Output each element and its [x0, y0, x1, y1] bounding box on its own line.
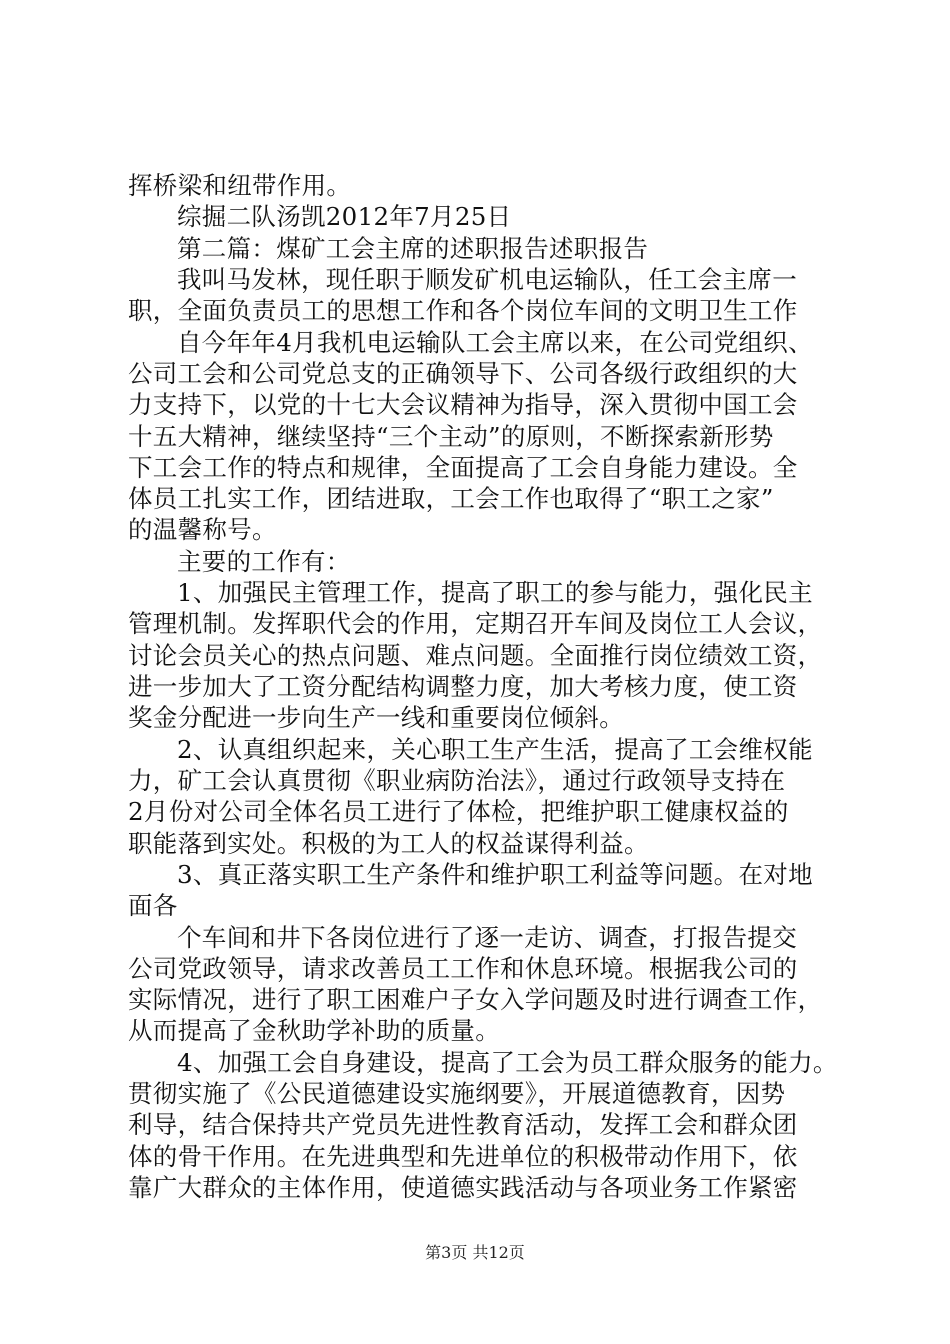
text-line: 进一步加大了工资分配结构调整力度，加大考核力度，使工资 [128, 672, 798, 701]
page-number-footer: 第3页 共12页 [425, 1243, 525, 1262]
text-line: 奖金分配进一步向生产一线和重要岗位倾斜。 [128, 703, 624, 732]
text-line: 力支持下，以党的十七大会议精神为指导，深入贯彻中国工会 [128, 390, 798, 419]
text-line: 体员工扎实工作，团结进取，工会工作也取得了“职工之家” [128, 484, 774, 513]
text-line: 挥桥梁和纽带作用。 [128, 171, 352, 200]
text-line: 利导，结合保持共产党员先进性教育活动，发挥工会和群众团 [128, 1110, 798, 1139]
text-line: 主要的工作有： [177, 547, 351, 576]
text-line: 第二篇：煤矿工会主席的述职报告述职报告 [177, 234, 649, 263]
text-line: 贯彻实施了《公民道德建设实施纲要》，开展道德教育，因势 [128, 1079, 786, 1108]
text-line: 从而提高了金秋助学补助的质量。 [128, 1016, 500, 1045]
text-line: 下工会工作的特点和规律，全面提高了工会自身能力建设。全 [128, 453, 798, 482]
text-line: 十五大精神，继续坚持“三个主动”的原则，不断探索新形势 [128, 422, 774, 451]
text-line: 的温馨称号。 [128, 515, 277, 544]
text-line: 公司党政领导，请求改善员工工作和休息环境。根据我公司的 [128, 954, 798, 983]
text-line: 靠广大群众的主体作用，使道德实践活动与各项业务工作紧密 [128, 1173, 798, 1202]
text-line: 4、加强工会自身建设，提高了工会为员工群众服务的能力。 [177, 1048, 838, 1077]
text-line: 自今年年4月我机电运输队工会主席以来，在公司党组织、 [177, 328, 813, 357]
text-line: 管理机制。发挥职代会的作用，定期召开车间及岗位工人会议， [128, 609, 823, 638]
text-line: 我叫马发林，现任职于顺发矿机电运输队，任工会主席一 [177, 265, 797, 294]
text-line: 职能落到实处。积极的为工人的权益谋得利益。 [128, 829, 649, 858]
text-line: 1、加强民主管理工作，提高了职工的参与能力，强化民主 [177, 578, 813, 607]
text-line: 面各 [128, 891, 178, 920]
text-line: 综掘二队汤凯2012年7月25日 [177, 202, 512, 231]
text-line: 个车间和井下各岗位进行了逐一走访、调查，打报告提交 [177, 923, 797, 952]
text-line: 2、认真组织起来，关心职工生产生活，提高了工会维权能 [177, 735, 813, 764]
text-line: 3、真正落实职工生产条件和维护职工利益等问题。在对地 [177, 860, 813, 889]
text-line: 讨论会员关心的热点问题、难点问题。全面推行岗位绩效工资， [128, 641, 823, 670]
text-line: 实际情况，进行了职工困难户子女入学问题及时进行调查工作， [128, 985, 823, 1014]
text-line: 力，矿工会认真贯彻《职业病防治法》，通过行政领导支持在 [128, 766, 786, 795]
text-line: 公司工会和公司党总支的正确领导下、公司各级行政组织的大 [128, 359, 798, 388]
text-line: 职，全面负责员工的思想工作和各个岗位车间的文明卫生工作 [128, 296, 798, 325]
text-line: 2月份对公司全体名员工进行了体检，把维护职工健康权益的 [128, 797, 789, 826]
text-line: 体的骨干作用。在先进典型和先进单位的积极带动作用下，依 [128, 1142, 798, 1171]
